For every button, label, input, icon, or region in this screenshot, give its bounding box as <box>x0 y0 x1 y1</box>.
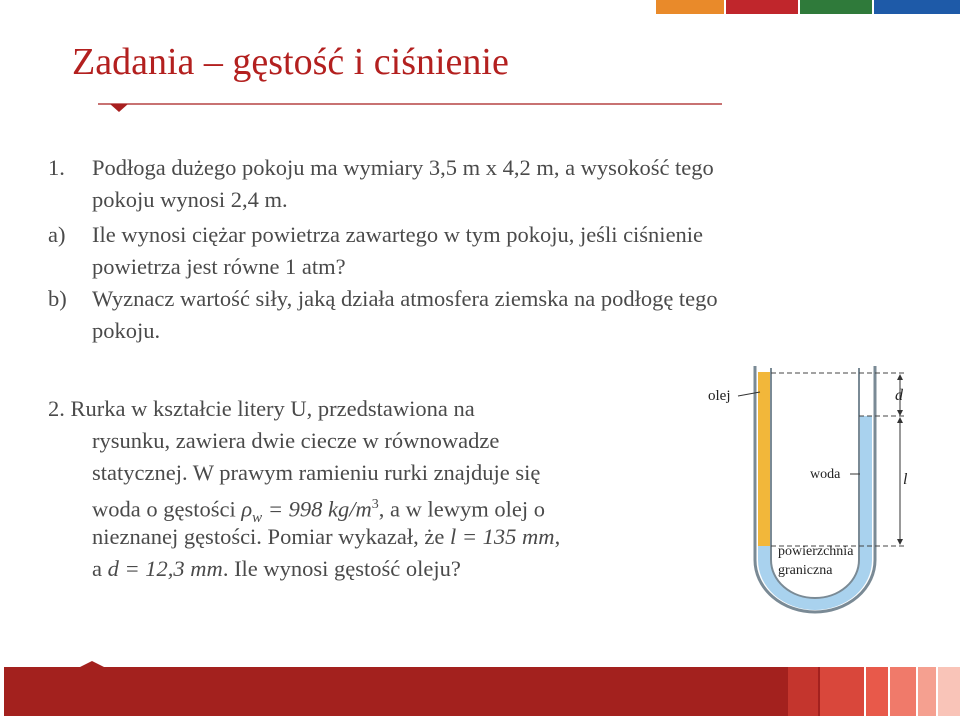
task2-line4-end: , a w lewym olej o <box>378 496 545 522</box>
task2-line3: statycznej. W prawym ramieniu rurki znajduje się <box>92 460 541 485</box>
value-d: d = 12,3 mm <box>107 556 223 581</box>
task2-line6-text: a <box>92 556 108 581</box>
page-title: Zadania – gęstość i ciśnienie <box>72 41 509 83</box>
unit-exponent: 3 <box>371 497 379 512</box>
task1-text: Podłoga dużego pokoju ma wymiary 3,5 m x 4,2 m, a wysokość tego <box>92 155 714 180</box>
rho-subscript: w <box>252 510 263 526</box>
top-bar-red <box>726 0 798 14</box>
task1a-line2: powietrza jest równe 1 atm? <box>92 254 346 279</box>
task2-line6 <box>92 553 461 585</box>
rho-symbol: ρ <box>241 496 253 522</box>
task2-line2: rysunku, zawiera dwie ciecze w równowadze <box>92 428 500 453</box>
task1-line1 <box>48 152 714 184</box>
task1b-line1 <box>48 283 718 315</box>
value-l: l = 135 mm <box>450 524 555 549</box>
task1a-line1 <box>48 219 704 251</box>
oil-column <box>758 372 771 546</box>
label-interface-2: graniczna <box>778 563 833 578</box>
task1a-marker: a) <box>48 222 66 247</box>
task2-line6-end: . Ile wynosi gęstość oleju? <box>222 556 461 581</box>
task1-number: 1. <box>48 155 65 180</box>
rho-equals: = 998 <box>262 496 328 522</box>
task1b-line2: pokoju. <box>92 318 161 343</box>
u-tube-figure <box>700 360 920 620</box>
label-water: woda <box>810 467 841 482</box>
label-interface-1: powierzchnia <box>778 544 854 559</box>
label-l: l <box>903 471 908 488</box>
task2-line5-text: nieznanej gęstości. Pomiar wykazał, że <box>92 524 450 549</box>
label-oil: olej <box>708 388 731 404</box>
task2-line1: 2. Rurka w kształcie litery U, przedstawiona na <box>48 396 475 421</box>
task1-line2: pokoju wynosi 2,4 m. <box>92 187 288 212</box>
task1b-text: Wyznacz wartość siły, jaką działa atmosfera ziemska na podłogę tego <box>92 286 718 311</box>
title-divider <box>98 100 722 114</box>
task2-line5 <box>92 521 560 553</box>
task1a-text: Ile wynosi ciężar powietrza zawartego w tym pokoju, jeśli ciśnienie <box>92 222 704 247</box>
top-bar-orange <box>656 0 724 14</box>
density-unit: kg/m <box>328 496 372 522</box>
task1b-marker: b) <box>48 286 67 311</box>
top-bar-green <box>800 0 872 14</box>
label-d: d <box>895 387 903 404</box>
task2-line5-end: , <box>554 524 561 549</box>
top-bar-blue <box>874 0 960 14</box>
bottom-decor-band <box>0 661 960 716</box>
water-fill <box>758 416 872 610</box>
top-color-bar <box>656 0 960 14</box>
task2-line4-text: woda o gęstości <box>92 496 242 522</box>
